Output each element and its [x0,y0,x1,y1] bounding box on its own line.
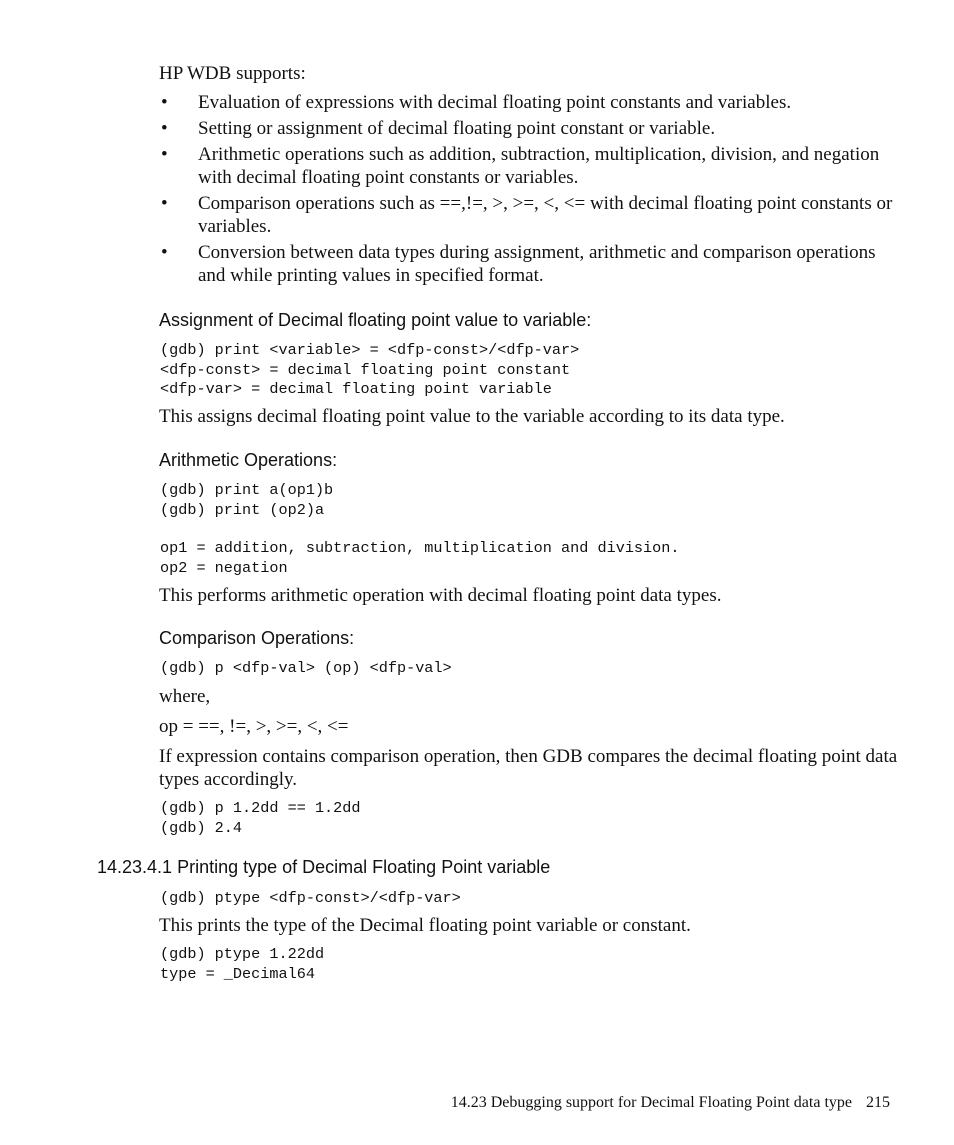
assignment-description: This assigns decimal floating point value to the variable according to its data type. [159,406,785,427]
feature-list [159,91,899,290]
ptype-description: This prints the type of the Decimal floating point variable or constant. [159,915,691,936]
comparison-code-block: (gdb) p <dfp-val> (op) <dfp-val> [160,659,452,677]
list-item-text: Conversion between data types during assignment, arithmetic and comparison operations and while printing values in specified format. [198,242,876,286]
arithmetic-operators-code-block: op1 = addition, subtraction, multiplication and division. op2 = negation [160,539,680,577]
assignment-heading: Assignment of Decimal floating point value to variable: [159,310,592,330]
subsection-heading: 14.23.4.1 Printing type of Decimal Floating Point variable [97,857,551,877]
comparison-heading: Comparison Operations: [159,628,355,648]
bullet-icon: • [161,193,168,214]
list-item-text: Setting or assignment of decimal floating point constant or variable. [198,118,716,139]
list-item [159,143,899,189]
list-item-text: Evaluation of expressions with decimal floating point constants and variables. [198,92,792,113]
operator-list-text: op = ==, !=, >, >=, <, <= [159,716,349,737]
list-item-text: Comparison operations such as ==,!=, >, >=, <, <= with decimal floating point constants or variables. [198,193,893,237]
footer-section-title: 14.23 Debugging support for Decimal Floating Point data type [450,1094,852,1111]
ptype-example-code-block: (gdb) ptype 1.22dd type = _Decimal64 [160,945,325,983]
page-number: 215 [866,1094,890,1111]
comparison-example-code-block: (gdb) p 1.2dd == 1.2dd (gdb) 2.4 [160,799,361,837]
list-item [159,91,899,114]
arithmetic-heading: Arithmetic Operations: [159,450,338,470]
where-text: where, [159,686,211,707]
list-item [159,117,899,140]
comparison-description: If expression contains comparison operation, then GDB compares the decimal floating point data types accordingly. [159,746,898,790]
ptype-code-block: (gdb) ptype <dfp-const>/<dfp-var> [160,889,461,907]
bullet-icon: • [161,242,168,263]
assignment-code-block: (gdb) print <variable> = <dfp-const>/<dfp-var> <dfp-const> = decimal floating point constant <dfp-var> = decimal floating point variable [160,341,580,398]
bullet-icon: • [161,118,168,139]
page-footer [400,1093,890,1113]
arithmetic-description: This performs arithmetic operation with decimal floating point data types. [159,585,722,606]
arithmetic-code-block: (gdb) print a(op1)b (gdb) print (op2)a [160,481,334,519]
list-item-text: Arithmetic operations such as addition, subtraction, multiplication, division, and negation with decimal floating point constants or variables. [198,144,880,188]
list-item [159,241,899,287]
intro-text: HP WDB supports: [159,63,306,84]
list-item [159,192,899,238]
bullet-icon: • [161,144,168,165]
bullet-icon: • [161,92,168,113]
